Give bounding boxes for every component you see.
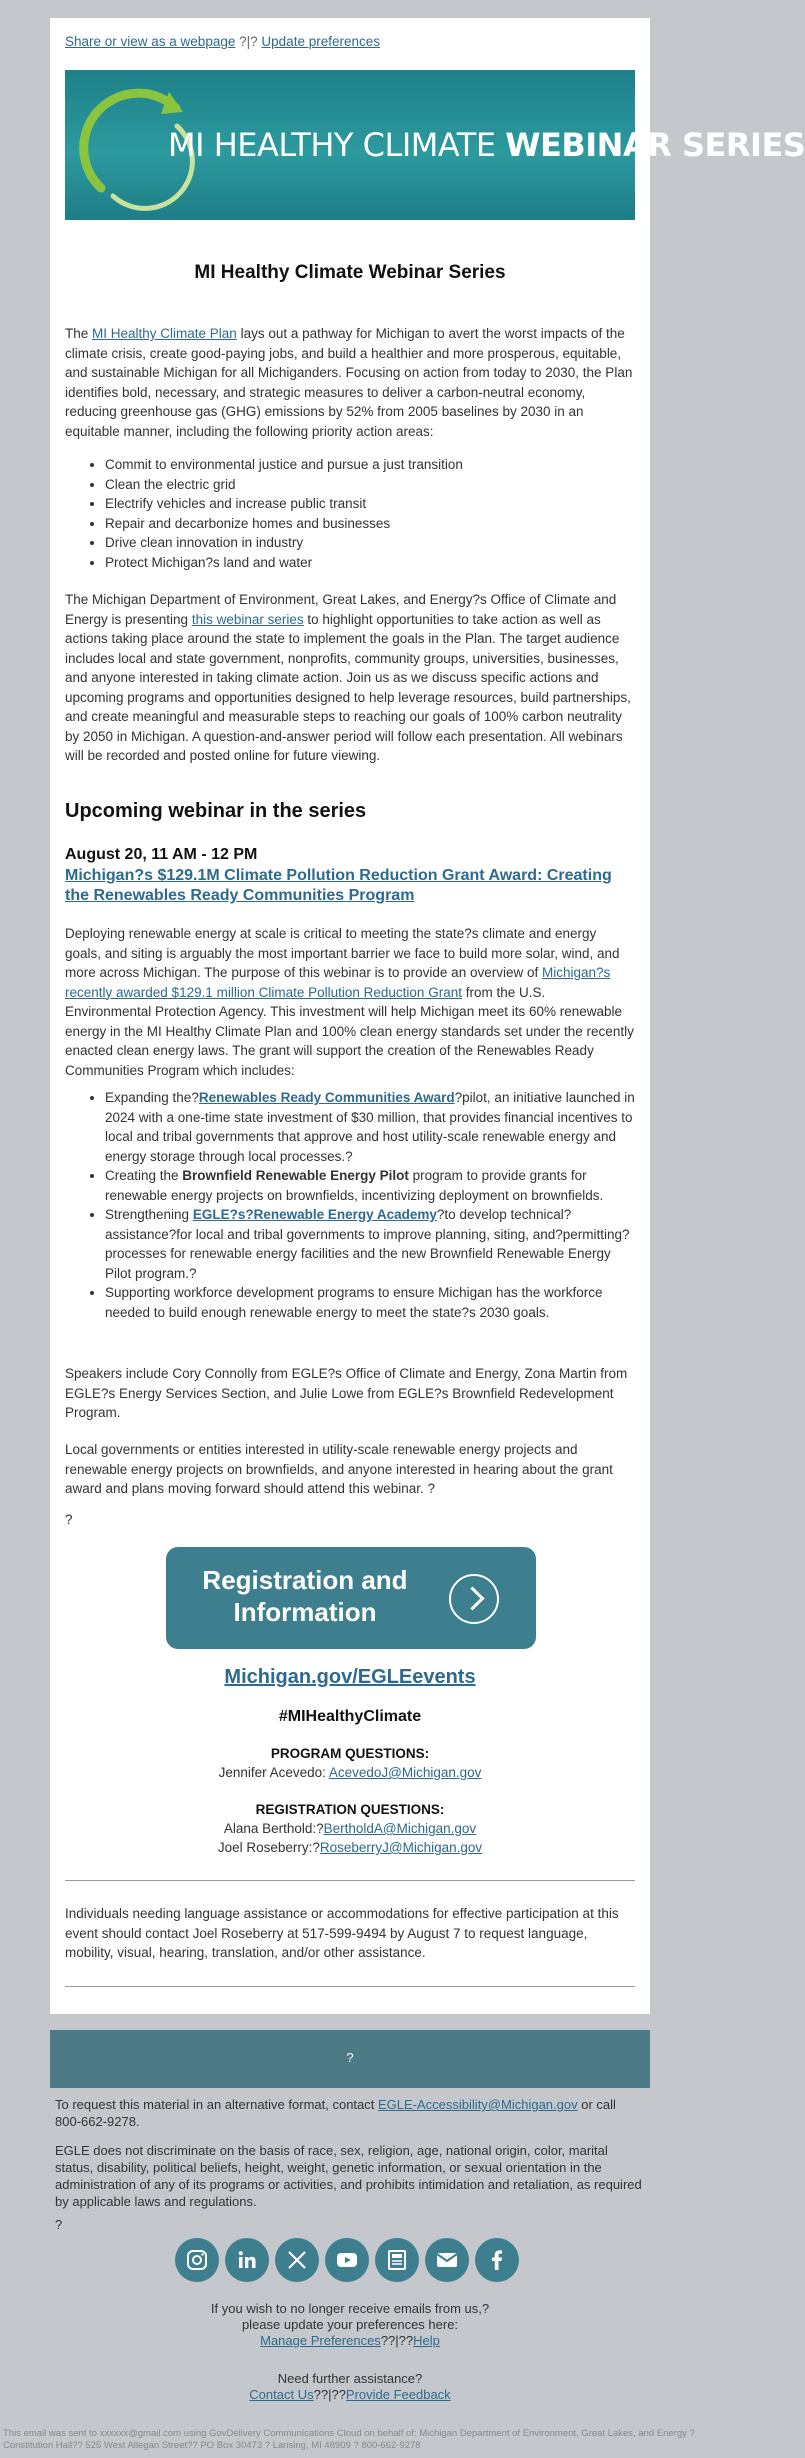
linkedin-icon[interactable] [225, 2238, 269, 2282]
registration-contact-2: Joel Roseberry:?RoseberryJ@Michigan.gov [217, 1840, 483, 1855]
speakers-paragraph: Speakers include Cory Connolly from EGLE?s Office of Climate and Energy, Zona Martin from EGLE?s Energy Services Section, and Julie Lowe from EGLE?s Brownfield Redevelopment Program. [65, 1366, 628, 1420]
assist-text: Need further assistance? [277, 2371, 423, 2386]
webinar-banner [65, 70, 805, 220]
events-link-wrap [65, 1666, 635, 1689]
provide-feedback-link[interactable]: Provide Feedback [345, 2387, 451, 2402]
preferences-links: Manage Preferences??|??Help [260, 2333, 440, 2348]
list-item: • Clean the electric grid [105, 475, 635, 495]
accommodations-paragraph: Individuals needing language assistance or accommodations for effective participation at this event should contact Joel Roseberry at 517-599-9494 by August 7 to request language, mobility, visual, hearing, translation, and/or other assistance. [65, 1906, 619, 1960]
contact-links: Contact Us??|??Provide Feedback [249, 2387, 451, 2402]
program-questions-heading: PROGRAM QUESTIONS: [270, 1746, 430, 1761]
energy-academy-link[interactable]: EGLE?s?Renewable Energy Academy [192, 1207, 437, 1222]
program-email-link[interactable]: AcevedoJ@Michigan.gov [328, 1765, 482, 1780]
facebook-icon[interactable] [475, 2238, 519, 2282]
webinar-series-link[interactable]: this webinar series [191, 611, 304, 627]
list-item: • Supporting workforce development programs to ensure Michigan has the workforce needed to build enough renewable energy to meet the state?s 2030 goals. [105, 1283, 635, 1322]
update-preferences-link[interactable]: Update preferences [261, 34, 380, 49]
alt-format-text: To request this material in an alternative format, contact EGLE-Accessibility@Michigan.gov or call 800-662-9278. [55, 2097, 616, 2129]
nondiscrimination-text: EGLE does not discriminate on the basis of race, sex, religion, age, national origin, color, marital status, disability, political beliefs, height, weight, genetic information, or sexual orientation in the administration of any of its programs or activities, and prohibits intimidation and retaliation, as required by applicable laws and regulations. [55, 2143, 642, 2209]
x-icon[interactable] [275, 2238, 319, 2282]
top-separator: ?|? [239, 34, 258, 49]
banner-text: MI HEALTHY CLIMATE WEBINAR SERIES [168, 126, 805, 164]
list-item: • Creating the Brownfield Renewable Energy Pilot program to provide grants for renewable energy projects on brownfields, incentivizing deployment on brownfields. [105, 1166, 635, 1205]
news-icon[interactable] [375, 2238, 419, 2282]
help-link[interactable]: Help [413, 2333, 440, 2348]
unsubscribe-line-2: please update your preferences here: [241, 2317, 459, 2332]
webinar-title-link[interactable]: Michigan?s $129.1M Climate Pollution Reduction Grant Award: Creating the Renewables Ready Communities Program [65, 867, 612, 904]
list-item: • Expanding the?Renewables Ready Communities Award?pilot, an initiative launched in 2024 with a one-time state investment of $30 million, that provides financial incentives to local and tribal governments that approve and host utility-scale renewable energy and energy storage through local processes.? [105, 1088, 635, 1166]
footer-spacer: ? [55, 2217, 63, 2232]
roseberry-email-link[interactable]: RoseberryJ@Michigan.gov [319, 1840, 483, 1855]
footer-bar: ? [50, 2030, 650, 2088]
program-contact: Jennifer Acevedo: AcevedoJ@Michigan.gov [218, 1765, 482, 1780]
registration-questions-heading: REGISTRATION QUESTIONS: [255, 1802, 445, 1817]
list-item: • Protect Michigan?s land and water [105, 553, 635, 573]
list-item: • Electrify vehicles and increase public transit [105, 494, 635, 514]
youtube-icon[interactable] [325, 2238, 369, 2282]
share-link[interactable]: Share or view as a webpage [65, 34, 236, 49]
webinar-date: August 20, 11 AM - 12 PM [65, 846, 258, 863]
grant-list [65, 1088, 635, 1322]
intro-paragraph: The MI Healthy Climate Plan lays out a pathway for Michigan to avert the worst impacts of the climate crisis, create good-paying jobs, and build a healthier and more prosperous, equitable, and sustainable Michigan for all Michiganders. Focusing on action from today to 2030, the Plan identifies bold, necessary, and strategic measures to deliver a carbon-neutral economy, reducing greenhouse gas (GHG) emissions by 52% from 2005 baselines by 2030 in an equitable manner, including the following priority action areas: [65, 326, 633, 439]
priority-list [65, 455, 635, 572]
accessibility-email-link[interactable]: EGLE-Accessibility@Michigan.gov [378, 2097, 578, 2112]
manage-preferences-link[interactable]: Manage Preferences [260, 2333, 381, 2348]
series-paragraph: The Michigan Department of Environment, Great Lakes, and Energy?s Office of Climate and Energy is presenting this webinar series to highlight opportunities to take action as well as actions taking place around the state to implement the goals in the Plan. The target audience includes local and state government, nonprofits, community groups, universities, businesses, and anyone interested in taking climate action. Join us as we discuss specific actions and upcoming programs and opportunities designed to help leverage resources, build partnerships, and create meaningful and measurable steps to reaching our goals of 100% carbon neutrality by 2050 in Michigan. A question-and-answer period will follow each presentation. All webinars will be recorded and posted online for future viewing. [65, 592, 631, 763]
top-links [65, 34, 380, 49]
page-title: MI Healthy Climate Webinar Series [194, 262, 506, 283]
registration-contact-1: Alana Berthold:?BertholdA@Michigan.gov [223, 1821, 477, 1836]
fine-print: This email was sent to xxxxxx@gmail.com using GovDelivery Communications Cloud on behalf of: Michigan Department of Environment, Great Lakes, and Energy ? Constitution Hall?? 525 West Allegan Street?? PO Box 30473 ? Lansing, MI 48909 ? 800-662-9278 [3, 2428, 695, 2451]
grant-link[interactable]: Michigan?s recently awarded $129.1 million Climate Pollution Reduction Grant [65, 965, 611, 1000]
berthold-email-link[interactable]: BertholdA@Michigan.gov [323, 1821, 477, 1836]
arrow-right-icon [449, 1574, 499, 1624]
spacer-text: ? [65, 1512, 73, 1527]
climate-plan-link[interactable]: MI Healthy Climate Plan [92, 326, 237, 341]
hashtag: #MIHealthyClimate [278, 1708, 422, 1725]
list-item: • Repair and decarbonize homes and businesses [105, 514, 635, 534]
list-item: • Strengthening EGLE?s?Renewable Energy Academy?to develop technical?assistance?for local and tribal governments to improve planning, siting, and?permitting?processes for renewable energy facilities and the new Brownfield Renewable Energy Pilot program.? [105, 1205, 635, 1283]
registration-button-label: Registration and Information [202, 1565, 408, 1627]
upcoming-heading: Upcoming webinar in the series [65, 800, 367, 822]
email-icon[interactable] [425, 2238, 469, 2282]
divider [65, 1880, 635, 1881]
audience-paragraph: Local governments or entities interested in utility-scale renewable energy projects and renewable energy projects on brownfields, and anyone interested in hearing about the grant award and plans moving forward should attend this webinar. ? [65, 1442, 613, 1496]
list-item: • Commit to environmental justice and pursue a just transition [105, 455, 635, 475]
instagram-icon[interactable] [175, 2238, 219, 2282]
divider [65, 1986, 635, 1987]
egle-events-link[interactable]: Michigan.gov/EGLEevents [224, 1666, 476, 1688]
registration-button[interactable] [166, 1547, 536, 1649]
rrc-award-link[interactable]: Renewables Ready Communities Award [198, 1090, 455, 1105]
deploy-paragraph: Deploying renewable energy at scale is critical to meeting the state?s climate and energy goals, and siting is arguably the most important barrier we face to build more solar, wind, and more across Michigan. The purpose of this webinar is to provide an overview of Michigan?s recently awarded $129.1 million Climate Pollution Reduction Grant from the U.S. Environmental Protection Agency. This investment will help Michigan meet its 60% renewable energy in the MI Healthy Climate Plan and 100% clean energy standards set under the recently enacted clean energy laws. The grant will support the creation of the Renewables Ready Communities Program which includes: [65, 926, 634, 1078]
list-item: • Drive clean innovation in industry [105, 533, 635, 553]
contact-us-link[interactable]: Contact Us [249, 2387, 314, 2402]
unsubscribe-line-1: If you wish to no longer receive emails from us,? [210, 2301, 490, 2316]
